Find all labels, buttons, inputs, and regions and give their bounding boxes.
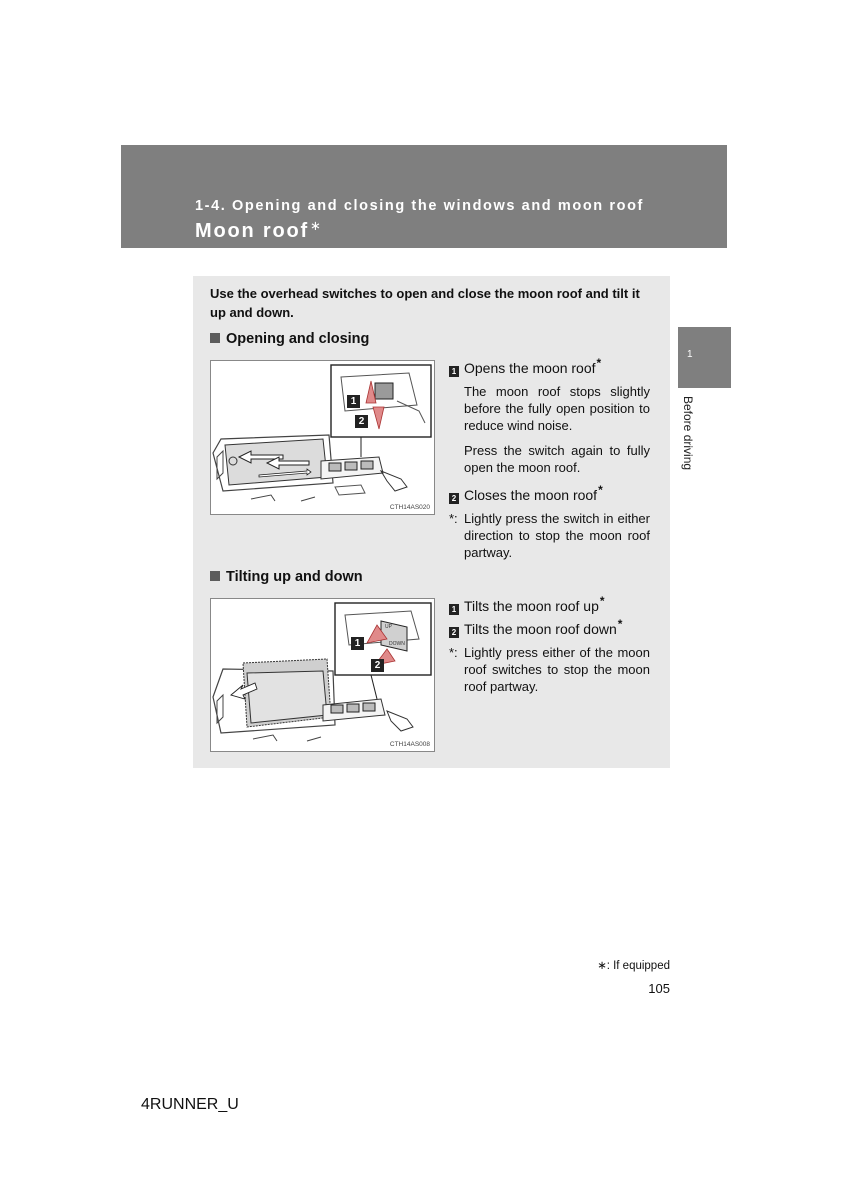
number-badge: 1 [449,604,459,615]
chapter-number: 1 [687,349,693,360]
number-badge: 2 [449,627,459,638]
chapter-tab[interactable] [678,327,731,388]
item-text: Tilts the moon roof down [464,621,617,637]
figure-code: CTH14AS020 [389,504,430,511]
item-text: Opens the moon roof [464,360,596,376]
overhead-switch-illustration [211,361,434,514]
paragraph-stop: The moon roof stops slightly before the fully open position to reduce wind noise. [464,384,650,433]
switch-label-up: UP [385,624,392,630]
section-heading-tilting [210,569,363,585]
chapter-label-text: Before driving [681,396,695,471]
square-bullet-icon [210,333,220,343]
section-heading-opening [210,331,369,347]
section-heading-text: Tilting up and down [226,569,363,585]
square-bullet-icon [210,571,220,581]
page-title-text: Moon roof [195,220,309,242]
equipped-mark: ∗ [309,218,321,233]
callout-1: 1 [350,396,357,407]
item-tilt-down [449,617,622,638]
number-badge: 1 [449,366,459,377]
page-header [121,145,727,248]
item-close [449,483,603,504]
section-heading-text: Opening and closing [226,331,370,347]
chapter-label [682,396,696,476]
item-text: Closes the moon roof [464,487,598,503]
note-text: Lightly press the switch in either direction to stop the moon roof partway. [464,511,650,560]
section-title: 1-4. Opening and closing the windows and moon roof [195,198,644,214]
callout-2: 2 [358,416,365,427]
figure-tilting [210,598,435,752]
item-tilt-up [449,594,605,615]
model-code: 4RUNNER_U [141,1096,239,1113]
page-number: 105 [648,981,670,996]
equipped-mark: * [617,617,623,631]
page-title [195,218,321,243]
paragraph-press-again: Press the switch again to fully open the moon roof. [464,443,650,475]
note-opening [449,510,650,561]
item-open [449,356,601,377]
intro-text: Use the overhead switches to open and close the moon roof and tilt it up and down. [210,286,640,320]
number-badge: 2 [449,493,459,504]
figure-opening-closing [210,360,435,515]
equipped-mark: * [596,356,602,370]
note-text: Lightly press either of the moon roof switches to stop the moon roof partway. [464,645,650,694]
footnote: ∗: If equipped [597,960,670,972]
tilt-switch-illustration [211,599,434,751]
figure-code: CTH14AS008 [389,741,430,748]
callout-2: 2 [374,660,381,671]
item-text: Tilts the moon roof up [464,598,599,614]
note-mark: *: [449,511,458,526]
note-tilting [449,644,650,695]
switch-label-down: DOWN [389,641,405,647]
equipped-mark: * [599,594,605,608]
equipped-mark: * [598,483,603,497]
note-mark: *: [449,645,458,660]
content-panel [193,276,670,768]
callout-1: 1 [354,638,361,649]
